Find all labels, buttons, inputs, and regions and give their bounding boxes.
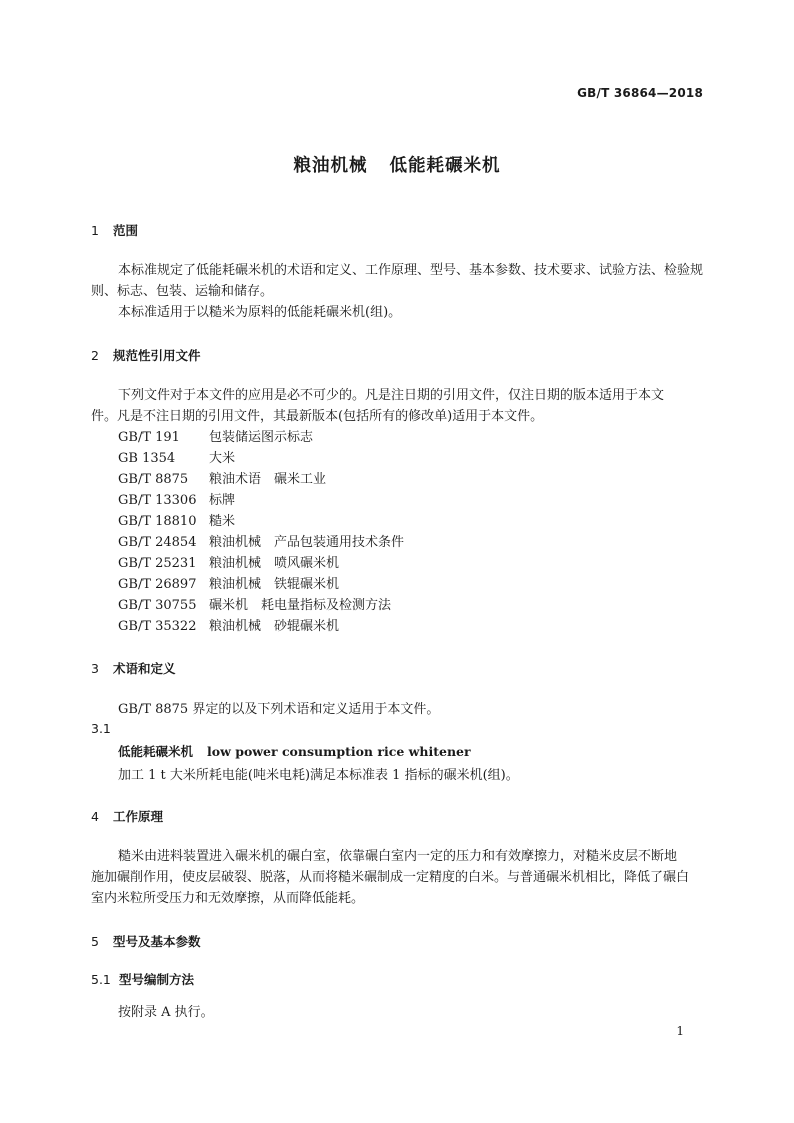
section-heading-2 <box>91 346 201 364</box>
section-title: 术语和定义 <box>113 661 176 676</box>
subsection-title: 型号编制方法 <box>119 972 195 987</box>
reference-item <box>118 469 326 490</box>
reference-code: GB/T 13306 <box>118 493 197 508</box>
section-number: 4 <box>91 809 99 824</box>
reference-item <box>118 532 404 553</box>
term-chinese: 低能耗碾米机 <box>118 744 194 759</box>
subsection-heading-5-1 <box>91 970 194 988</box>
reference-code: GB/T 25231 <box>118 556 197 571</box>
reference-title: 粮油机械 产品包装通用技术条件 <box>209 535 405 550</box>
scope-paragraph-2: 本标准适用于以糙米为原料的低能耗碾米机(组)。 <box>118 305 402 320</box>
text-line: 室内米粒所受压力和无效摩擦，从而降低能耗。 <box>91 891 365 906</box>
reference-title: 粮油术语 碾米工业 <box>209 472 327 487</box>
reference-title: 粮油机械 喷风碾米机 <box>209 556 340 571</box>
reference-item <box>118 616 339 637</box>
references-intro <box>91 385 705 427</box>
section-number: 3 <box>91 661 99 676</box>
section-heading-5 <box>91 932 201 950</box>
reference-title: 包装储运图示标志 <box>209 430 314 445</box>
reference-code: GB 1354 <box>118 451 176 466</box>
section-heading-3 <box>91 659 176 677</box>
section-heading-1 <box>91 221 138 239</box>
reference-title: 大米 <box>209 451 236 466</box>
title-part-1: 粮油机械 <box>293 156 368 176</box>
reference-code: GB/T 35322 <box>118 619 197 634</box>
reference-code: GB/T 26897 <box>118 577 197 592</box>
reference-title: 糙米 <box>209 514 236 529</box>
text-line: 糙米由进料装置进入碾米机的碾白室，依靠碾白室内一定的压力和有效摩擦力，对糙米皮层不断地 <box>118 849 678 864</box>
reference-item <box>118 574 339 595</box>
section-number: 5 <box>91 934 99 949</box>
section-number: 2 <box>91 348 99 363</box>
reference-item <box>118 427 313 448</box>
reference-title: 粮油机械 铁辊碾米机 <box>209 577 340 592</box>
reference-code: GB/T 30755 <box>118 598 197 613</box>
section-heading-4 <box>91 807 163 825</box>
reference-item <box>118 511 235 532</box>
scope-paragraph-1 <box>91 260 705 302</box>
section-title: 型号及基本参数 <box>113 934 201 949</box>
reference-code: GB/T 8875 <box>118 472 189 487</box>
section-title: 工作原理 <box>113 809 164 824</box>
section-number: 1 <box>91 223 99 238</box>
reference-item <box>118 448 235 469</box>
reference-item <box>118 490 235 511</box>
reference-code: GB/T 18810 <box>118 514 197 529</box>
term-entry <box>118 742 471 760</box>
text-line: 本标准规定了低能耗碾米机的术语和定义、工作原理、型号、基本参数、技术要求、试验方法、检验规 <box>118 263 704 278</box>
term-number: 3.1 <box>91 721 111 736</box>
principle-paragraph <box>91 846 705 909</box>
reference-title: 标牌 <box>209 493 236 508</box>
reference-title: 粮油机械 砂辊碾米机 <box>209 619 340 634</box>
page-title <box>0 152 794 177</box>
section-title: 规范性引用文件 <box>113 348 201 363</box>
reference-code: GB/T 24854 <box>118 535 197 550</box>
section-title: 范围 <box>113 223 139 238</box>
standard-code: GB/T 36864—2018 <box>577 86 703 100</box>
text-line: 下列文件对于本文件的应用是必不可少的。凡是注日期的引用文件，仅注日期的版本适用于本文 <box>118 388 665 403</box>
reference-item <box>118 553 339 574</box>
terms-intro: GB/T 8875 界定的以及下列术语和定义适用于本文件。 <box>118 702 440 717</box>
reference-title: 碾米机 耗电量指标及检测方法 <box>209 598 392 613</box>
term-english: low power consumption rice whitener <box>207 744 471 759</box>
term-definition: 加工 1 t 大米所耗电能(吨米电耗)满足本标准表 1 指标的碾米机(组)。 <box>118 768 519 783</box>
text-line: 件。凡是不注日期的引用文件，其最新版本(包括所有的修改单)适用于本文件。 <box>91 409 544 424</box>
title-part-2: 低能耗碾米机 <box>389 156 501 176</box>
page-number: 1 <box>676 1024 684 1038</box>
text-line: 施加碾削作用，使皮层破裂、脱落，从而将糙米碾制成一定精度的白米。与普通碾米机相比，降低了碾白 <box>91 870 690 885</box>
reference-item <box>118 595 391 616</box>
subsection-number: 5.1 <box>91 972 111 987</box>
reference-code: GB/T 191 <box>118 430 180 445</box>
subsection-text: 按附录 A 执行。 <box>118 1005 214 1020</box>
text-line: 则、标志、包装、运输和储存。 <box>91 284 274 299</box>
